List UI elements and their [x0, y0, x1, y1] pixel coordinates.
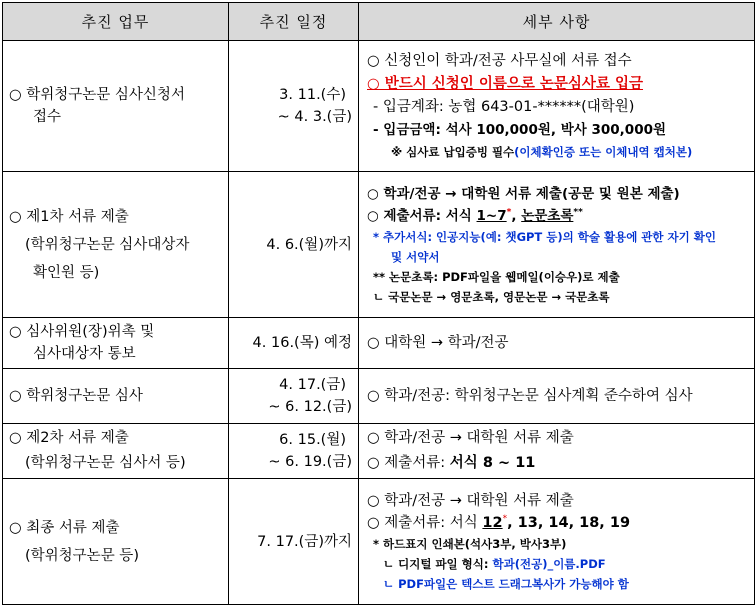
schedule-cell — [229, 424, 359, 479]
table-row — [3, 424, 755, 479]
form-range: 1~7 — [476, 207, 507, 224]
task-cell — [3, 318, 229, 369]
detail-note: ※ 심사료 납입증빙 필수 — [391, 145, 515, 159]
task-line: (학위청구논문 등) — [25, 547, 139, 564]
schedule-line: 4. 17.(금) — [279, 377, 346, 393]
details-cell — [359, 318, 755, 369]
schedule-cell — [229, 369, 359, 424]
detail-text: ○ 제출서류: 서식 — [367, 207, 477, 224]
asterisk: * — [502, 513, 508, 524]
detail-line-warning: ○ 반드시 신청인 이름으로 논문심사료 입금 — [367, 76, 644, 92]
task-line: (학위청구논문 심사대상자 — [25, 236, 190, 253]
schedule-line: 4. 16.(목) 예정 — [252, 335, 352, 351]
task-cell — [3, 479, 229, 605]
detail-line: ○ 학과/전공 → 대학원 서류 제출 — [367, 492, 574, 509]
abstract-label: 논문초록 — [521, 207, 574, 224]
task-line: 심사대상자 통보 — [33, 346, 136, 362]
header-schedule: 추진 일정 — [229, 3, 359, 41]
details-cell — [359, 479, 755, 605]
detail-note: ** 논문초록: PDF파일을 웹메일(이승우)로 제출 — [373, 269, 620, 284]
asterisk: * — [506, 207, 512, 217]
details-cell — [359, 41, 755, 172]
schedule-cell — [229, 318, 359, 369]
form-number: 12 — [482, 514, 503, 531]
header-task: 추진 업무 — [3, 3, 229, 41]
detail-note-blue: ㄴ PDF파일은 텍스트 드래그복사가 가능해야 함 — [383, 576, 629, 591]
detail-text: ○ 제출서류: 서식 — [367, 514, 483, 531]
detail-note: ㄴ 국문논문 → 영문초록, 영문논문 → 국문초록 — [373, 289, 610, 304]
task-line: ○ 최종 서류 제출 — [9, 519, 120, 536]
table-row — [3, 369, 755, 424]
asterisk: ** — [573, 207, 583, 217]
task-cell — [3, 369, 229, 424]
table-row — [3, 479, 755, 605]
detail-note: * 하드표지 인쇄본(석사3부, 박사3부) — [373, 536, 567, 551]
detail-line: ○ 신청인이 학과/전공 사무실에 서류 접수 — [367, 53, 632, 69]
detail-line: ○ 대학원 → 학과/전공 — [367, 334, 509, 351]
detail-note-blue: 및 서약서 — [391, 249, 440, 264]
task-cell — [3, 41, 229, 172]
task-line: ○ 학위청구논문 심사 — [9, 388, 143, 404]
detail-line: ○ 학과/전공 → 대학원 서류 제출 — [367, 430, 574, 446]
detail-note-blue: * 추가서식: 인공지능(예: 챗GPT 등)의 학술 활용에 관한 자기 확인 — [373, 229, 716, 244]
form-list: , 13, 14, 18, 19 — [507, 514, 631, 531]
detail-line: - 입금금액: 석사 100,000원, 박사 300,000원 — [373, 122, 667, 138]
file-format: 학과(전공)_이름.PDF — [492, 556, 606, 571]
detail-line: ○ 학과/전공: 학위청구논문 심사계획 준수하여 심사 — [367, 387, 693, 404]
detail-note: ㄴ 디지털 파일 형식: — [383, 556, 493, 571]
schedule-line: ~ 6. 12.(금) — [268, 399, 352, 415]
form-range: 서식 8 ~ 11 — [449, 455, 536, 471]
schedule-cell — [229, 479, 359, 605]
table-row — [3, 318, 755, 369]
detail-line: ○ 학과/전공 → 대학원 서류 제출(공문 및 원본 제출) — [367, 185, 680, 202]
task-line: ○ 제2차 서류 제출 — [9, 430, 129, 446]
schedule-line: ~ 4. 3.(금) — [277, 109, 352, 125]
task-cell — [3, 424, 229, 479]
task-cell — [3, 172, 229, 318]
header-row — [3, 3, 755, 41]
task-line: ○ 심사위원(장)위촉 및 — [9, 324, 155, 340]
schedule-line: 4. 6.(월)까지 — [266, 236, 352, 253]
task-line: (학위청구논문 심사서 등) — [25, 455, 186, 471]
schedule-line: ~ 6. 19.(금) — [268, 454, 352, 470]
detail-text: , — [511, 207, 522, 224]
details-cell — [359, 369, 755, 424]
details-cell — [359, 424, 755, 479]
schedule-line: 3. 11.(수) — [279, 87, 346, 103]
task-line: ○ 학위청구논문 심사신청서 — [9, 87, 185, 103]
table-row — [3, 172, 755, 318]
task-line: 접수 — [33, 109, 62, 125]
schedule-cell — [229, 172, 359, 318]
task-line: 확인원 등) — [33, 264, 100, 281]
detail-note-blue: (이체확인증 또는 이체내역 캡처본) — [514, 145, 693, 159]
header-details: 세부 사항 — [359, 3, 755, 41]
details-cell — [359, 172, 755, 318]
schedule-line: 7. 17.(금)까지 — [257, 533, 352, 550]
task-line: ○ 제1차 서류 제출 — [9, 208, 129, 225]
schedule-cell — [229, 41, 359, 172]
schedule-line: 6. 15.(월) — [279, 432, 346, 448]
detail-text: ○ 제출서류: — [367, 455, 450, 471]
table-row — [3, 41, 755, 172]
schedule-table — [2, 2, 755, 605]
detail-line: - 입금계좌: 농협 643-01-******(대학원) — [373, 99, 635, 115]
